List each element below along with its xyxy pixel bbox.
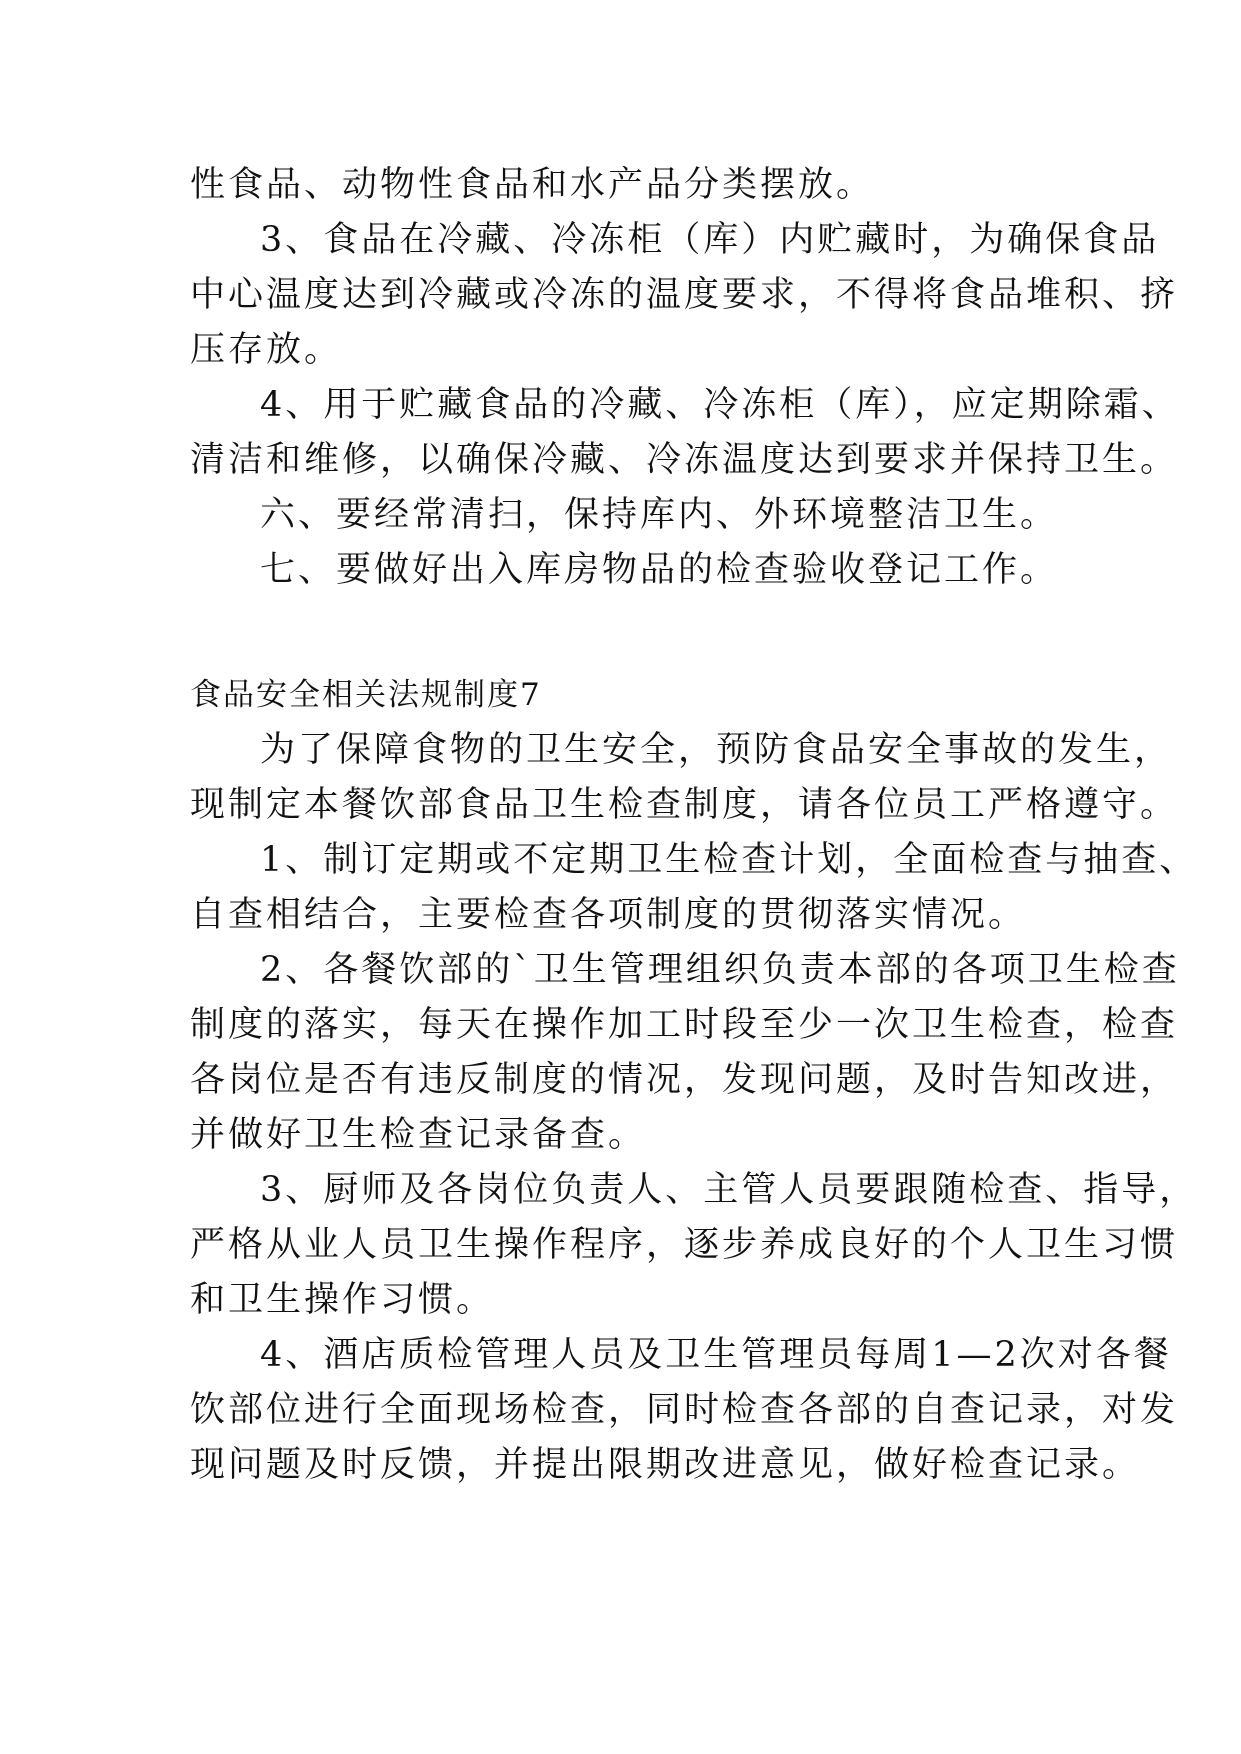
text-line: 七、要做好出入库房物品的检查验收登记工作。 <box>260 550 1059 590</box>
text-line: 中心温度达到冷藏或冷冻的温度要求，不得将食品堆积、挤 <box>190 275 1179 315</box>
text-line: 各岗位是否有违反制度的情况，发现问题，及时告知改进， <box>190 1060 1179 1100</box>
text-line: 饮部位进行全面现场检查，同时检查各部的自查记录，对发 <box>190 1390 1179 1430</box>
text-line: 现制定本餐饮部食品卫生检查制度，请各位员工严格遵守。 <box>190 785 1179 825</box>
text-line: 清洁和维修，以确保冷藏、冷冻温度达到要求并保持卫生。 <box>190 440 1179 480</box>
text-line: 六、要经常清扫，保持库内、外环境整洁卫生。 <box>260 495 1059 535</box>
text-line: 2、各餐饮部的`卫生管理组织负责本部的各项卫生检查 <box>260 950 1180 990</box>
text-line: 为了保障食物的卫生安全，预防食品安全事故的发生， <box>260 730 1173 770</box>
section-heading: 食品安全相关法规制度7 <box>190 677 542 713</box>
text-line: 现问题及时反馈，并提出限期改进意见，做好检查记录。 <box>190 1445 1141 1485</box>
text-line: 压存放。 <box>190 330 343 370</box>
text-line: 性食品、动物性食品和水产品分类摆放。 <box>190 165 875 205</box>
text-line: 制度的落实，每天在操作加工时段至少一次卫生检查，检查 <box>190 1005 1179 1045</box>
text-line: 4、酒店质检管理人员及卫生管理员每周1—2次对各餐 <box>260 1335 1172 1375</box>
text-line: 和卫生操作习惯。 <box>190 1280 495 1320</box>
text-line: 并做好卫生检查记录备查。 <box>190 1115 647 1155</box>
text-line: 3、厨师及各岗位负责人、主管人员要跟随检查、指导， <box>260 1170 1198 1210</box>
text-line: 自查相结合，主要检查各项制度的贯彻落实情况。 <box>190 895 1027 935</box>
text-line: 4、用于贮藏食品的冷藏、冷冻柜（库），应定期除霜、 <box>260 385 1180 425</box>
text-line: 严格从业人员卫生操作程序，逐步养成良好的个人卫生习惯 <box>190 1225 1179 1265</box>
text-line: 3、食品在冷藏、冷冻柜（库）内贮藏时，为确保食品 <box>260 220 1160 260</box>
text-line: 1、制订定期或不定期卫生检查计划，全面检查与抽查、 <box>260 840 1198 880</box>
